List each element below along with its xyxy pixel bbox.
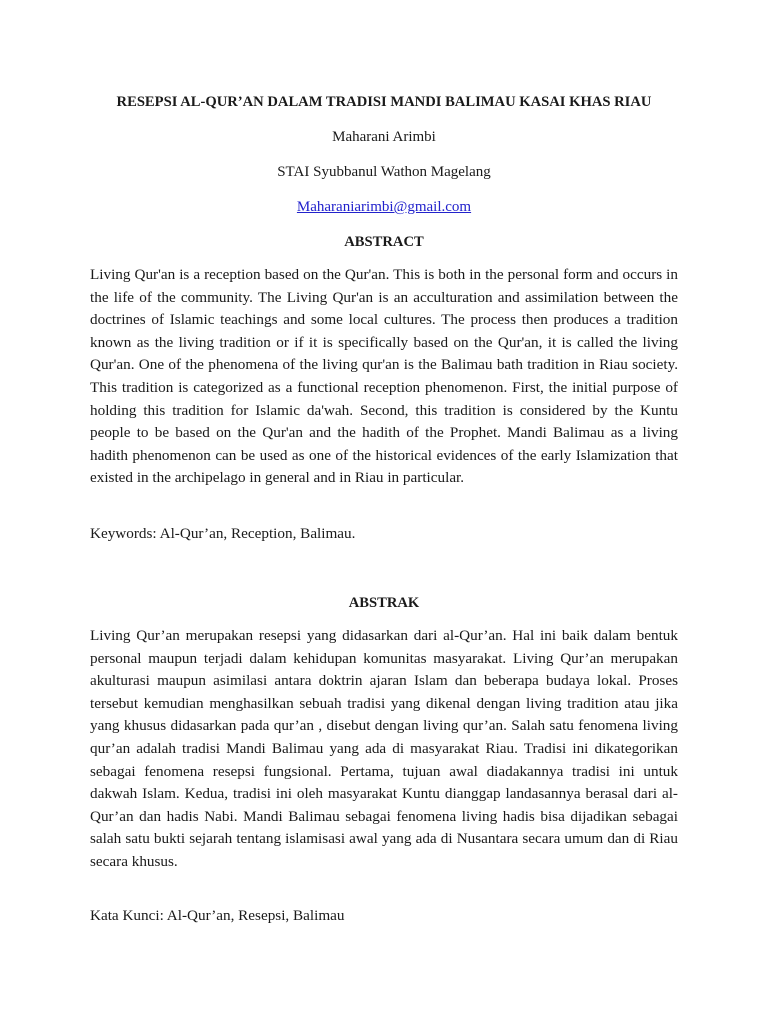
kata-kunci-line: Kata Kunci: Al-Qur’an, Resepsi, Balimau xyxy=(90,907,345,924)
abstrak-heading: ABSTRAK xyxy=(348,595,420,611)
author-email-link[interactable]: Maharaniarimbi@gmail.com xyxy=(296,199,472,215)
keywords-line: Keywords: Al-Qur’an, Reception, Balimau. xyxy=(90,525,356,542)
abstract-body: Living Qur'an is a reception based on the Qur'an. This is both in the personal form and occurs in the life of the community. The Living Qur'an is an acculturation and assimilation between the doctrines of Islamic teachings and some local cultures. The process then produces a tradition known as the living tradition or if it is specifically based on the Qur'an, it is called the living Qur'an. One of the phenomena of the living qur'an is the Balimau bath tradition in Riau society. This tradition is categorized as a functional reception phenomenon. First, the initial purpose of holding this tradition for Islamic da'wah. Second, this tradition is considered by the Kuntu people to be based on the Qur'an and the hadith of the Prophet. Mandi Balimau as a living hadith phenomenon can be used as one of the historical evidences of the early Islamization that existed in the archipelago in general and in Riau in particular. xyxy=(90,266,678,487)
author-email-line xyxy=(90,198,678,216)
abstract-heading: ABSTRACT xyxy=(344,234,424,250)
author-name: Maharani Arimbi xyxy=(332,129,436,145)
author-affiliation: STAI Syubbanul Wathon Magelang xyxy=(277,164,491,180)
paper-title: RESEPSI AL-QUR’AN DALAM TRADISI MANDI BALIMAU KASAI KHAS RIAU xyxy=(116,94,652,110)
abstrak-body: Living Qur’an merupakan resepsi yang didasarkan dari al-Qur’an. Hal ini baik dalam bentuk personal maupun terjadi dalam kehidupan komunitas masyarakat. Living Qur’an merupakan akulturasi maupun asimilasi antara doktrin ajaran Islam dan beberapa budaya lokal. Proses tersebut kemudian menghasilkan sebuah tradisi yang dikenal dengan living tradition atau jika yang khusus didasarkan pada qur’an , disebut dengan living qur’an. Salah satu fenomena living qur’an adalah tradisi Mandi Balimau yang ada di masyarakat Riau. Tradisi ini dikategorikan sebagai fenomena resepsi fungsional. Pertama, tujuan awal diadakannya tradisi ini untuk dakwah Islam. Kedua, tradisi ini oleh masyarakat Kuntu dianggap landasannya berasal dari al-Qur’an dan hadis Nabi. Mandi Balimau sebagai fenomena living hadis bisa dijadikan sebagai salah satu bukti sejarah tentang islamisasi awal yang ada di Nusantara secara umum dan di Riau secara khusus. xyxy=(90,627,678,870)
